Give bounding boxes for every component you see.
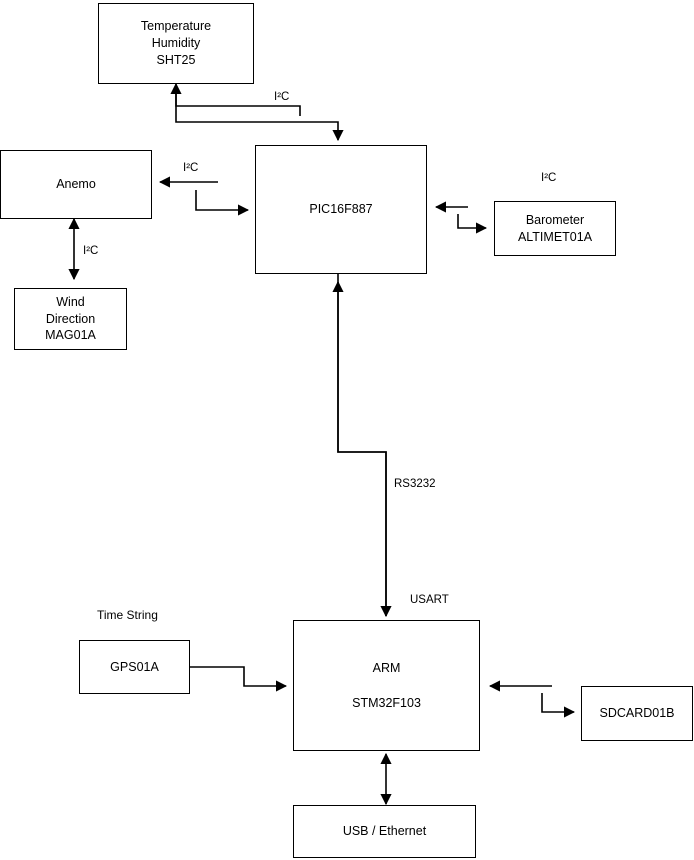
edge-label-rs3232: RS3232	[394, 478, 436, 490]
node-sht25-line-3: SHT25	[156, 52, 196, 67]
edge-label-time-string: Time String	[97, 608, 158, 622]
node-usb-ethernet-label: USB / Ethernet	[342, 824, 427, 839]
connector-anemo-to-pic	[196, 190, 248, 210]
node-gps01a[interactable]	[79, 640, 190, 694]
connector-gps-to-arm	[190, 667, 286, 686]
connector-pic-to-arm	[338, 274, 386, 616]
node-gps01a-label: GPS01A	[110, 659, 159, 674]
node-mag01a[interactable]	[14, 288, 127, 350]
node-barometer-line-2: ALTIMET01A	[517, 229, 593, 244]
connector-arm-to-pic	[338, 282, 386, 616]
node-barometer-line-1: Barometer	[525, 212, 585, 227]
edge-label-usart: USART	[410, 594, 449, 606]
node-sdcard01b-label: SDCARD01B	[599, 706, 675, 721]
node-arm-line-1: ARM	[372, 660, 401, 675]
node-pic16f887-label: PIC16F887	[309, 202, 373, 217]
node-sht25[interactable]	[98, 3, 254, 84]
node-arm-line-2: STM32F103	[352, 695, 421, 710]
node-anemo[interactable]	[0, 150, 152, 219]
edge-label-i2c-sht25: I²C	[274, 91, 290, 103]
connector-pic-barometer	[436, 207, 486, 228]
node-mag01a-line-2: Direction	[45, 311, 96, 326]
node-mag01a-line-3: MAG01A	[45, 328, 96, 343]
node-sht25-line-2: Humidity	[151, 36, 201, 51]
node-usb-ethernet[interactable]	[293, 805, 476, 858]
node-pic16f887[interactable]	[255, 145, 427, 274]
edge-label-i2c-barometer: I²C	[541, 172, 557, 184]
connector-sht25-to-pic	[176, 90, 338, 140]
connector-arm-sdcard	[490, 686, 574, 712]
node-sdcard01b[interactable]	[581, 686, 693, 741]
node-mag01a-line-1: Wind	[56, 294, 85, 309]
node-barometer[interactable]	[494, 201, 616, 256]
node-anemo-label: Anemo	[56, 177, 96, 192]
edge-label-i2c-mag01a: I²C	[83, 245, 99, 257]
node-arm-stm32f103[interactable]	[293, 620, 480, 751]
node-sht25-line-1: Temperature	[140, 19, 212, 34]
edge-label-i2c-anemo: I²C	[183, 162, 199, 174]
